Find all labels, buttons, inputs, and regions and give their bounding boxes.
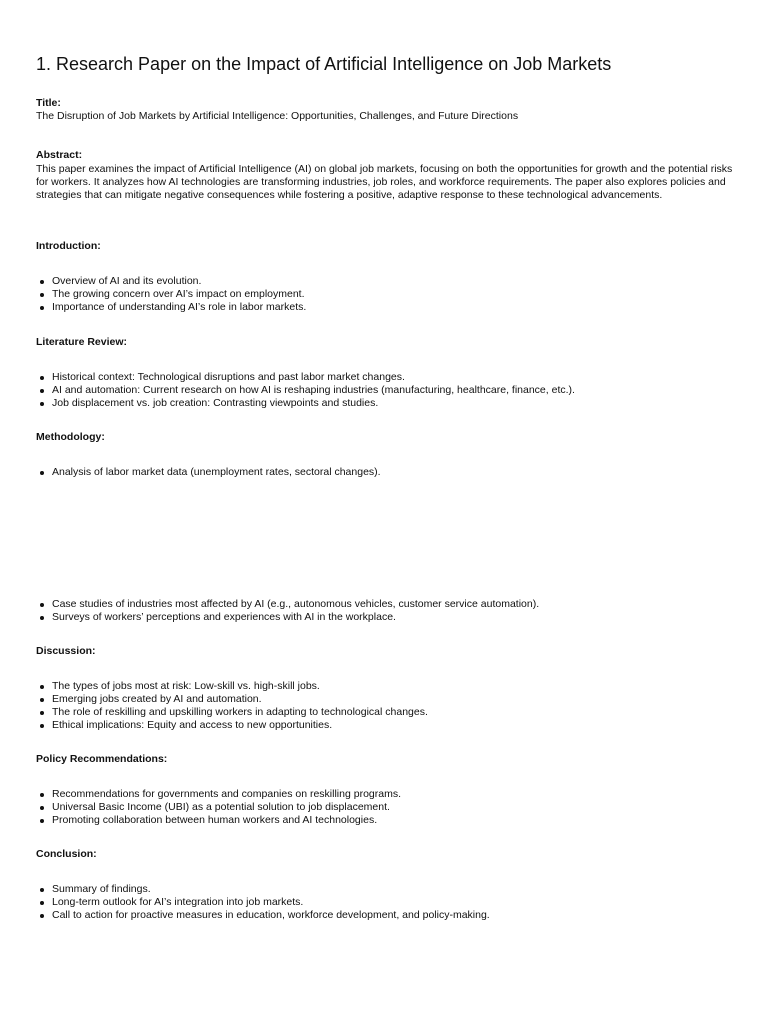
- list-item: Historical context: Technological disruptions and past labor market changes.: [52, 371, 575, 384]
- list-item: Long-term outlook for AI’s integration into job markets.: [52, 896, 490, 909]
- list-item: Importance of understanding AI’s role in labor markets.: [52, 301, 307, 313]
- list-item: Ethical implications: Equity and access to new opportunities.: [52, 719, 428, 732]
- introduction-label: Introduction:: [36, 240, 101, 252]
- list-item: Call to action for proactive measures in education, workforce development, and policy-making.: [52, 909, 490, 921]
- list-item: Emerging jobs created by AI and automation.: [52, 693, 428, 706]
- list-item: Case studies of industries most affected by AI (e.g., autonomous vehicles, customer service automation).: [52, 598, 540, 610]
- list-item: The types of jobs most at risk: Low-skill vs. high-skill jobs.: [52, 680, 428, 693]
- conclusion-list: [36, 883, 490, 922]
- abstract-label: Abstract:: [36, 149, 83, 161]
- list-item: Recommendations for governments and companies on reskilling programs.: [52, 788, 402, 800]
- discussion-label: Discussion:: [36, 645, 96, 657]
- list-item: Overview of AI and its evolution.: [52, 275, 306, 288]
- conclusion-label: Conclusion:: [36, 848, 97, 860]
- literature-review-label: Literature Review:: [36, 336, 128, 348]
- abstract-text: This paper examines the impact of Artificial Intelligence (AI) on global job markets, focusing on both the opportunities for growth and the potential risks for workers. It analyzes how AI technologies are transforming industries, job roles, and workforce requirements. The paper also explores policies and strategies that can mitigate negative consequences while fostering a positive, adaptive response to these technological advancements.: [36, 163, 733, 201]
- title-label: Title:: [36, 97, 61, 109]
- page-title: 1. Research Paper on the Impact of Artificial Intelligence on Job Markets: [36, 54, 612, 74]
- methodology-list: [36, 466, 381, 479]
- list-item: Universal Basic Income (UBI) as a potential solution to job displacement.: [52, 801, 401, 814]
- list-item: Summary of findings.: [52, 883, 490, 896]
- list-item: Analysis of labor market data (unemployment rates, sectoral changes).: [52, 466, 381, 478]
- list-item: The growing concern over AI’s impact on employment.: [52, 288, 305, 300]
- policy-recommendations-label: Policy Recommendations:: [36, 753, 168, 765]
- list-item: AI and automation: Current research on how AI is reshaping industries (manufacturing, healthcare, finance, etc.).: [52, 384, 575, 396]
- policy-recommendations-list: [36, 788, 401, 827]
- list-item: Promoting collaboration between human workers and AI technologies.: [52, 814, 401, 827]
- methodology-list-continued: [36, 598, 539, 624]
- literature-review-list: [36, 371, 575, 410]
- list-item: The role of reskilling and upskilling workers in adapting to technological changes.: [52, 706, 428, 718]
- discussion-list: [36, 680, 428, 732]
- methodology-label: Methodology:: [36, 431, 105, 443]
- list-item: Job displacement vs. job creation: Contrasting viewpoints and studies.: [52, 397, 575, 410]
- introduction-list: [36, 275, 306, 314]
- list-item: Surveys of workers’ perceptions and experiences with AI in the workplace.: [52, 611, 539, 624]
- paper-title-text: The Disruption of Job Markets by Artificial Intelligence: Opportunities, Challenges, and Future Directions: [36, 110, 519, 122]
